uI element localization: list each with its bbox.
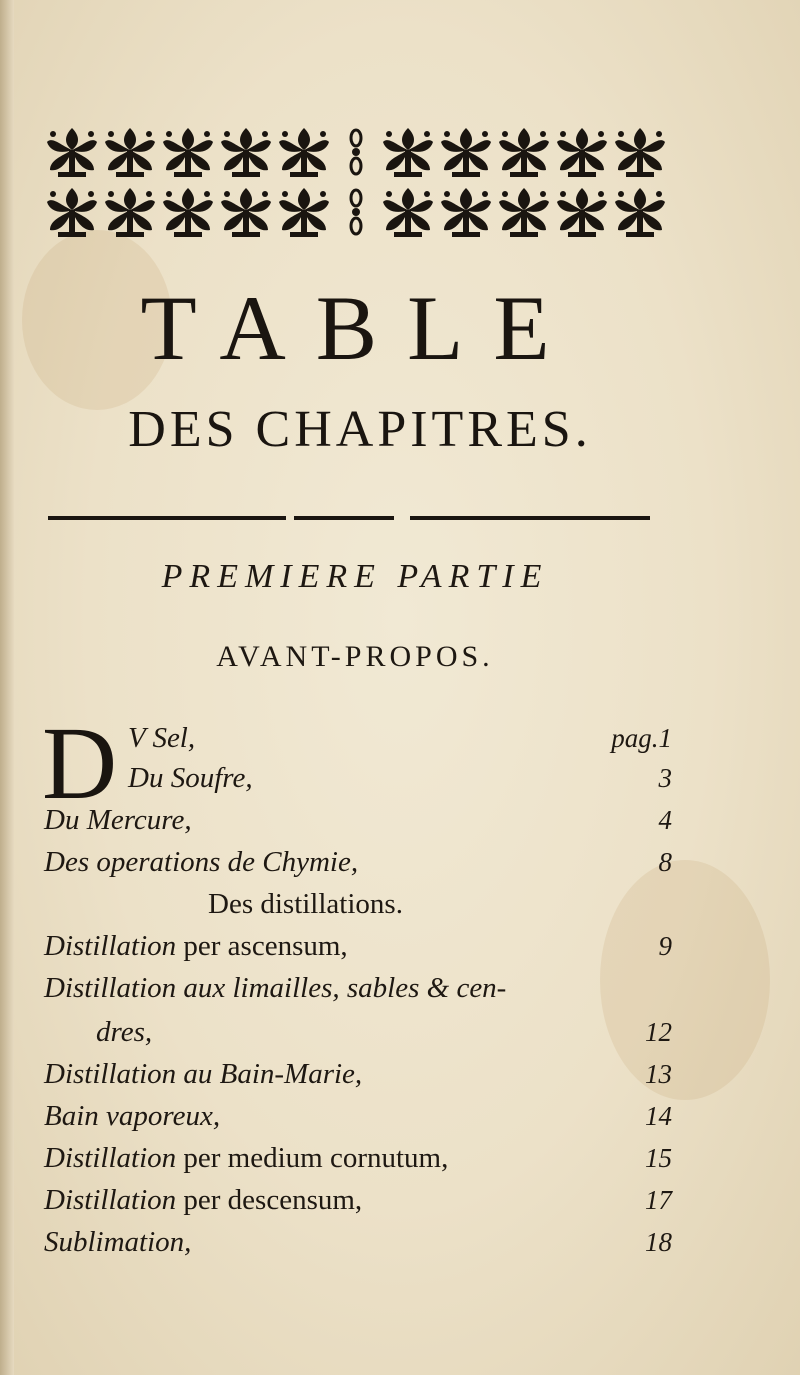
divider-rule [410, 516, 650, 520]
toc-entry-text: Distillation aux limailles, sables & cen- [44, 972, 507, 1004]
toc-page-number: 18 [645, 1227, 672, 1257]
toc-entry-text: Bain vaporeux, [44, 1100, 221, 1132]
toc-entry [44, 1096, 220, 1136]
toc-page-number: pag.1 [611, 723, 672, 753]
toc-entry [44, 1054, 362, 1094]
toc-entry-text: Distillation [44, 930, 184, 962]
toc-entry-text: V Sel, [128, 722, 196, 754]
toc-entry [44, 842, 358, 882]
toc-page-number: 12 [645, 1017, 672, 1047]
page-gutter [0, 0, 14, 1375]
page-subtitle: DES CHAPITRES. [128, 401, 592, 458]
paper-stain [600, 860, 770, 1100]
toc-page-number: 3 [658, 763, 672, 793]
toc-entry-text: Sublimation, [44, 1226, 192, 1258]
toc-page-number: 17 [645, 1185, 672, 1215]
toc-entry [44, 968, 506, 1008]
toc-page-number: 15 [645, 1143, 672, 1173]
toc-entry [96, 1012, 152, 1052]
toc-entry-text: Distillation au Bain-Marie, [44, 1058, 363, 1090]
toc-entry [44, 1222, 191, 1262]
toc-page-number: 14 [645, 1101, 672, 1131]
toc-entry-text: Du Soufre, [128, 762, 253, 794]
toc-entry-text: Des distillations. [208, 888, 403, 920]
divider-rule [48, 516, 286, 520]
toc-page-number: 4 [658, 805, 672, 835]
toc-entry [44, 1138, 448, 1178]
toc-entry-text: per ascensum, [183, 930, 348, 962]
toc-entry [44, 926, 348, 966]
toc-entry [128, 718, 195, 758]
page-title: TABLE [140, 277, 580, 379]
drop-cap-initial: D [42, 706, 118, 821]
toc-entry [44, 1180, 362, 1220]
divider-rule [294, 516, 394, 520]
toc-page-number: 8 [658, 847, 672, 877]
toc-page-number: 13 [645, 1059, 672, 1089]
toc-entry-text: Du Mercure, [44, 804, 192, 836]
toc-entry-text: Des operations de Chymie, [44, 846, 359, 878]
toc-page-number: 9 [658, 931, 672, 961]
toc-entry [128, 758, 253, 798]
section-heading: AVANT-PROPOS. [216, 640, 494, 673]
toc-entry [208, 884, 403, 924]
toc-entry-text: per medium cornutum, [183, 1142, 449, 1174]
toc-entry-text: Distillation [44, 1142, 184, 1174]
part-heading: PREMIERE PARTIE [161, 558, 549, 595]
toc-entry [44, 800, 192, 840]
toc-entry-text: dres, [96, 1016, 153, 1048]
decorative-fleuron-band [42, 118, 672, 246]
toc-entry-text: per descensum, [183, 1184, 363, 1216]
toc-entry-text: Distillation [44, 1184, 184, 1216]
